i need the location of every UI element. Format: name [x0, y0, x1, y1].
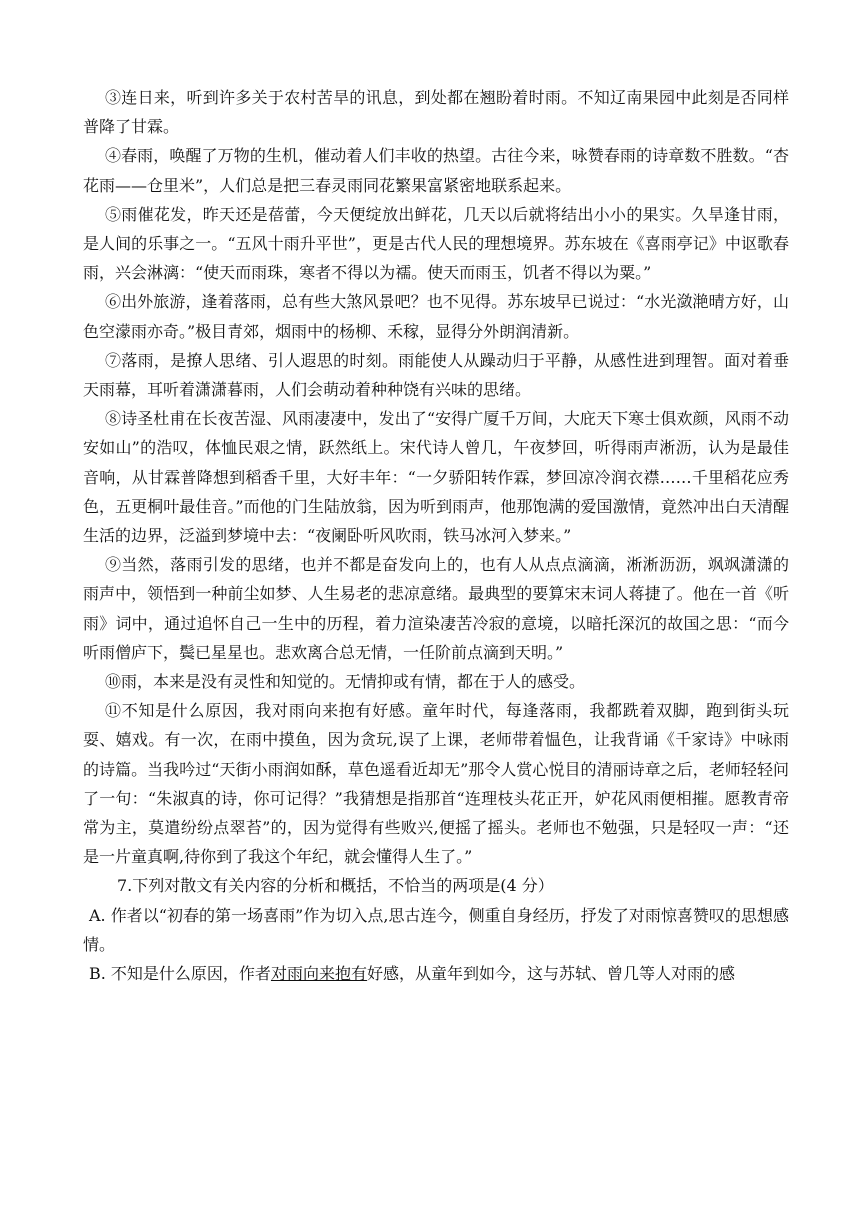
- paragraph-8: ⑧诗圣杜甫在长夜苦湿、风雨凄凄中，发出了“安得广厦千万间，大庇天下寒士俱欢颜，风雨不动安如山”的浩叹，体恤民艰之情，跃然纸上。宋代诗人曾几，午夜梦回，听得雨声淅沥，认为是最佳音响，从甘霖普降想到稻香千里，大好丰年：“一夕骄阳转作霖，梦回凉冷润衣襟……千里稻花应秀色，五更桐叶最佳音。”而他的门生陆放翁，因为听到雨声，他那饱满的爱国激情，竟然冲出白天清醒生活的边界，泛溢到梦境中去：“夜阑卧听风吹雨，铁马冰河入梦来。”: [83, 409, 789, 546]
- paragraph-11: ⑪不知是什么原因，我对雨向来抱有好感。童年时代，每逢落雨，我都跣着双脚，跑到街头玩耍、嬉戏。有一次，在雨中摸鱼，因为贪玩,误了上课，老师带着愠色，让我背诵《千家诗》中咏雨的诗篇。当我吟过“天街小雨润如酥，草色遥看近却无”那令人赏心悦目的清丽诗章之后，老师轻轻问了一句：“朱淑真的诗，你可记得？”我猜想是指那首“连理枝头花正开，妒花风雨便相摧。愿教青帝常为主，莫遣纷纷点翠苔”的，因为觉得有些败兴,便摇了摇头。老师也不勉强，只是轻叹一声：“还是一片童真啊,待你到了我这个年纪，就会懂得人生了。”: [83, 701, 789, 867]
- paragraph-5: ⑤雨催花发，昨天还是蓓蕾，今天便绽放出鲜花，几天以后就将结出小小的果实。久旱逢甘雨，是人间的乐事之一。“五风十雨升平世”，更是古代人民的理想境界。苏东坡在《喜雨亭记》中讴歌春雨，兴会淋漓：“使天而雨珠，寒者不得以为襦。使天而雨玉，饥者不得以为粟。”: [83, 204, 789, 283]
- option-a: A. 作者以“初春的第一场喜雨”作为切入点,思古连今，侧重自身经历，抒发了对雨惊喜赞叹的思想感情。: [83, 905, 789, 954]
- question-7-stem: 7.下列对散文有关内容的分析和概括，不恰当的两项是(4 分）: [117, 876, 554, 896]
- paragraph-7: ⑦落雨，是撩人思绪、引人遐思的时刻。雨能使人从躁动归于平静，从感性进到理智。面对着垂天雨幕，耳听着潇潇暮雨，人们会萌动着种种饶有兴味的思绪。: [83, 350, 789, 400]
- option-b-underlined-text: 对雨向来抱有: [270, 964, 367, 984]
- option-b-text-cont: 好感，从童年到如今，这与苏轼、曾几等人对雨的感: [366, 964, 735, 984]
- paragraph-3: ③连日来，听到许多关于农村苦旱的讯息，到处都在翘盼着时雨。不知辽南果园中此刻是否同样普降了甘霖。: [83, 88, 789, 137]
- option-b-text: B. 不知是什么原因，作者: [89, 964, 271, 984]
- document-page: [83, 83, 789, 988]
- paragraph-4: ④春雨，唤醒了万物的生机，催动着人们丰收的热望。古往今来，咏赞春雨的诗章数不胜数。“杏花雨——仓里米”，人们总是把三春灵雨同花繁果富紧密地联系起来。: [83, 146, 789, 195]
- paragraph-10: ⑩雨，本来是没有灵性和知觉的。无情抑或有情，都在于人的感受。: [105, 672, 586, 692]
- paragraph-6: ⑥出外旅游，逢着落雨，总有些大煞风景吧？也不见得。苏东坡早已说过：“水光潋滟晴方好，山色空濛雨亦奇。”极目青郊，烟雨中的杨柳、禾稼，显得分外朗润清新。: [83, 292, 789, 341]
- paragraph-9: ⑨当然，落雨引发的思绪，也并不都是奋发向上的，也有人从点点滴滴，淅淅沥沥，飒飒潇潇的雨声中，领悟到一种前尘如梦、人生易老的悲凉意绪。最典型的要算宋末词人蒋捷了。他在一首《听雨》词中，通过追怀自己一生中的历程，着力渲染凄苦冷寂的意境，以暗托深沉的故国之思：“而今听雨僧庐下，鬓已星星也。悲欢离合总无情，一任阶前点滴到天明。”: [83, 555, 789, 662]
- option-b: [83, 959, 789, 988]
